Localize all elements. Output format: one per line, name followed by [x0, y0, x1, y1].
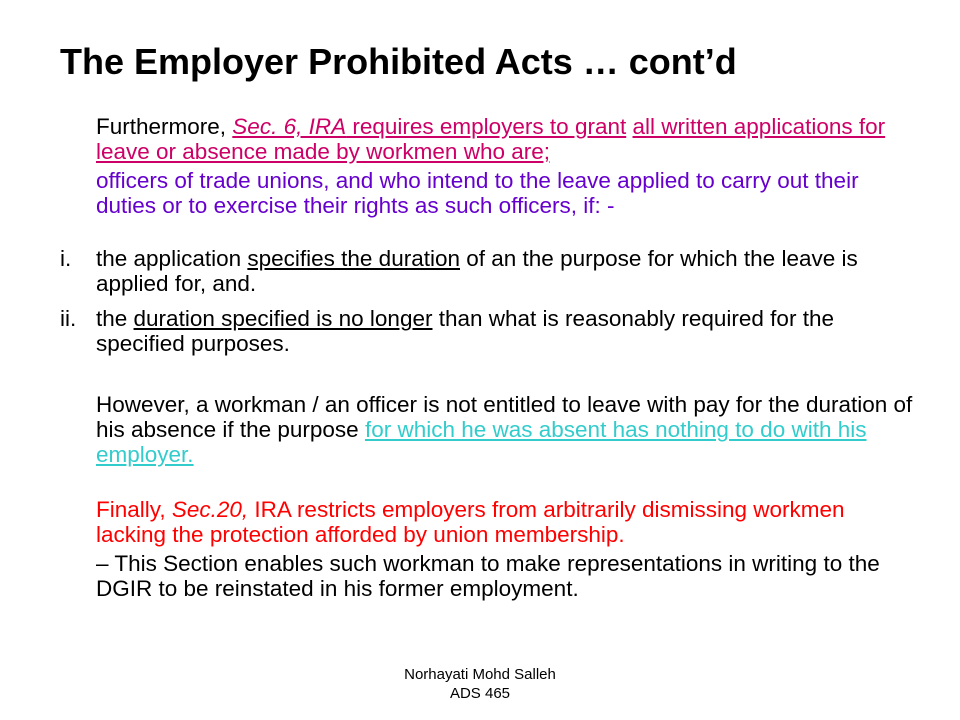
list-item-pre: the application — [96, 246, 248, 271]
footer-course: ADS 465 — [449, 685, 511, 702]
spacer — [60, 471, 920, 497]
finally-rest: IRA restricts employers from arbitrarily dismissing workmen lacking the protection afforded by union membership. — [96, 497, 845, 547]
officers-paragraph: officers of trade unions, and who intend to the leave applied to carry out their duties or to exercise their rights as such officers, if: - — [96, 168, 859, 218]
slide-body — [60, 114, 920, 605]
intro-sec-ref-text: Sec. 6, IRA — [232, 114, 347, 139]
footer-author: Norhayati Mohd Salleh — [404, 666, 556, 683]
intro-sec-ref — [232, 114, 626, 139]
list-item — [60, 306, 920, 356]
list-marker: ii. — [60, 306, 77, 331]
slide-footer — [0, 665, 960, 703]
slide-title: The Employer Prohibited Acts … cont’d — [60, 41, 737, 82]
spacer — [60, 366, 920, 392]
section-note-paragraph: – This Section enables such workman to make representations in writing to the DGIR to be reinstated in his former employment. — [96, 551, 880, 601]
intro-requires: requires employers to grant — [346, 114, 627, 139]
finally-lead: Finally, — [96, 497, 172, 522]
however-text: However, a workman / an officer is not entitled to leave with pay for the duration of his absence if the purpose — [96, 392, 913, 442]
list-item-post: than what is reasonably required for the specified purposes. — [96, 306, 834, 356]
intro-lead: Furthermore, — [96, 114, 233, 139]
intro-all-written: all written applications for leave or absence made by workmen who are; — [96, 114, 886, 164]
finally-paragraph — [96, 497, 920, 547]
finally-sec-ref: Sec.20, — [171, 497, 249, 522]
list-item-post: of an the purpose for which the leave is applied for, and. — [96, 246, 858, 296]
however-paragraph — [96, 392, 920, 467]
however-link: for which he was absent has nothing to do with his employer. — [96, 417, 867, 467]
list-marker: i. — [60, 246, 72, 271]
intro-paragraph — [96, 114, 920, 164]
list-item-pre: the — [96, 306, 134, 331]
list-item-underlined: duration specified is no longer — [133, 306, 433, 331]
list-item-underlined: specifies the duration — [247, 246, 460, 271]
list-item — [60, 246, 920, 296]
conditions-list — [60, 246, 920, 356]
